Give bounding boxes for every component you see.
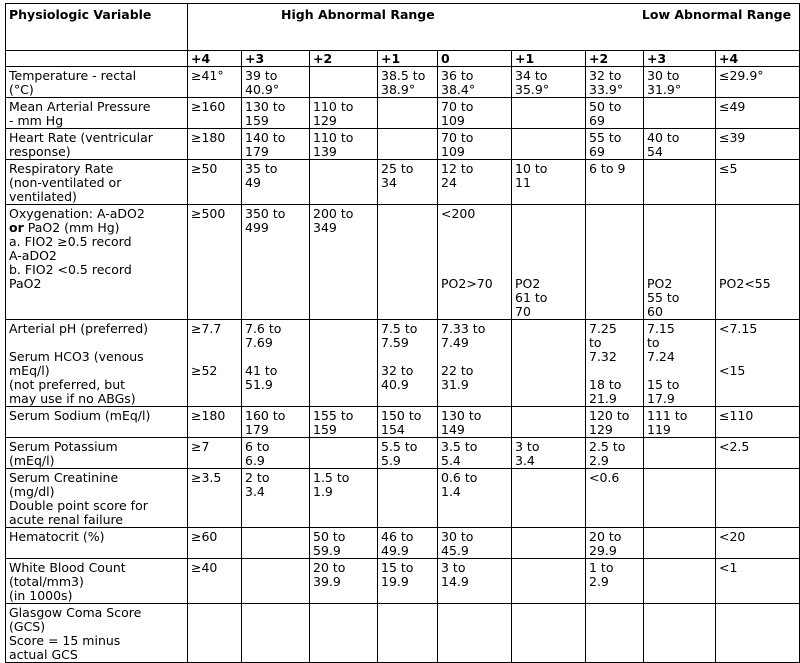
range-cell: ≤29.9° [716,67,800,98]
range-cell [378,129,438,160]
range-cell: PO2 61 to 70 [512,205,586,320]
variable-label: Heart Rate (ventricular response) [6,129,188,160]
range-cell: 7.25 to 7.32 18 to 21.9 [586,320,644,407]
range-cell: <200 PO2>70 [438,205,512,320]
range-cell [310,604,378,663]
physiologic-variable-header: Physiologic Variable [6,4,188,51]
range-cell: 40 to 54 [644,129,716,160]
range-cell [586,604,644,663]
range-cell: 1.5 to 1.9 [310,469,378,528]
range-cell [644,160,716,205]
range-cell: 200 to 349 [310,205,378,320]
range-cell: 36 to 38.4° [438,67,512,98]
score-header: +4 [188,51,242,67]
low-abnormal-range-label: Low Abnormal Range [641,7,792,22]
variable-label [6,205,188,320]
range-cell: ≥41° [188,67,242,98]
range-cell [242,528,310,559]
score-row [6,51,800,67]
range-cell: 70 to 109 [438,98,512,129]
high-abnormal-range-label: High Abnormal Range [281,7,435,22]
table-row [6,407,800,438]
apache-scoring-table [5,3,800,663]
table-row [6,528,800,559]
range-cell: PO2 55 to 60 [644,205,716,320]
range-cell [586,205,644,320]
range-cell: ≥180 [188,129,242,160]
oxygenation-label-notes: a. FIO2 ≥0.5 record A-aDO2 b. FIO2 <0.5 record PaO2 [9,234,132,291]
range-cell: <1 [716,559,800,604]
range-cell [378,469,438,528]
range-cell: 34 to 35.9° [512,67,586,98]
score-header-blank [6,51,188,67]
range-cell [242,604,310,663]
range-cell: ≤5 [716,160,800,205]
range-cell [644,438,716,469]
range-cell: 110 to 129 [310,98,378,129]
range-cell: ≥7 [188,438,242,469]
range-cell [512,469,586,528]
range-cell: 25 to 34 [378,160,438,205]
range-cell: <2.5 [716,438,800,469]
table-row [6,469,800,528]
range-cell: ≥50 [188,160,242,205]
range-cell: 50 to 59.9 [310,528,378,559]
score-header: +1 [512,51,586,67]
variable-label: Serum Creatinine (mg/dl) Double point score for acute renal failure [6,469,188,528]
table-row [6,160,800,205]
range-cell [310,438,378,469]
range-cell: 39 to 40.9° [242,67,310,98]
range-cell [188,604,242,663]
range-cell: ≥3.5 [188,469,242,528]
range-cell [644,559,716,604]
table-row [6,320,800,407]
range-cell: 50 to 69 [586,98,644,129]
range-cell: 2.5 to 2.9 [586,438,644,469]
table-row [6,438,800,469]
range-cell: 55 to 69 [586,129,644,160]
range-cell: 30 to 31.9° [644,67,716,98]
range-cell: ≥160 [188,98,242,129]
range-cell: <20 [716,528,800,559]
range-cell: 111 to 119 [644,407,716,438]
range-cell: 160 to 179 [242,407,310,438]
range-cell: 3 to 3.4 [512,438,586,469]
header-row [6,4,800,51]
variable-label: White Blood Count (total/mm3) (in 1000s) [6,559,188,604]
range-cell [310,160,378,205]
score-header: +3 [644,51,716,67]
range-cell: 38.5 to 38.9° [378,67,438,98]
range-cell: 32 to 33.9° [586,67,644,98]
range-cell: <7.15 <15 [716,320,800,407]
table-row [6,604,800,663]
range-cell: 7.6 to 7.69 41 to 51.9 [242,320,310,407]
range-cell [378,98,438,129]
range-cell [512,407,586,438]
range-cell: ≥40 [188,559,242,604]
range-cell [512,129,586,160]
oxygenation-label-line1: Oxygenation: A-aDO2 [9,206,145,221]
table-row [6,559,800,604]
table-row [6,67,800,98]
variable-label: Arterial pH (preferred) Serum HCO3 (venous mEq/l) (not preferred, but may use if no ABGs) [6,320,188,407]
table-row [6,98,800,129]
score-header: 0 [438,51,512,67]
range-cell: 2 to 3.4 [242,469,310,528]
range-cell [242,559,310,604]
range-cell: ≥500 [188,205,242,320]
range-cell: 6 to 6.9 [242,438,310,469]
range-cell: 1 to 2.9 [586,559,644,604]
range-cell [438,604,512,663]
range-cell: 150 to 154 [378,407,438,438]
table-row [6,205,800,320]
range-cell [512,604,586,663]
range-cell: ≥60 [188,528,242,559]
range-cell [644,528,716,559]
range-cell: <0.6 [586,469,644,528]
range-cell: 350 to 499 [242,205,310,320]
range-cell: 15 to 19.9 [378,559,438,604]
range-cell [644,604,716,663]
variable-label: Serum Sodium (mEq/l) [6,407,188,438]
oxygenation-or-label: or [9,220,24,235]
range-cell: ≥7.7 ≥52 [188,320,242,407]
variable-label: Glasgow Coma Score (GCS) Score = 15 minus actual GCS [6,604,188,663]
range-cell: 140 to 179 [242,129,310,160]
score-header: +3 [242,51,310,67]
variable-label: Respiratory Rate (non-ventilated or ventilated) [6,160,188,205]
range-cell: 7.15 to 7.24 15 to 17.9 [644,320,716,407]
range-cell: 130 to 149 [438,407,512,438]
range-cell [378,205,438,320]
score-header: +1 [378,51,438,67]
range-cell [512,98,586,129]
range-cell: 20 to 29.9 [586,528,644,559]
range-cell: 7.5 to 7.59 32 to 40.9 [378,320,438,407]
range-cell: 35 to 49 [242,160,310,205]
variable-label: Serum Potassium (mEq/l) [6,438,188,469]
range-cell: PO2<55 [716,205,800,320]
score-header: +2 [586,51,644,67]
variable-label: Temperature - rectal (°C) [6,67,188,98]
range-cell: 46 to 49.9 [378,528,438,559]
oxygenation-label-line2: PaO2 (mm Hg) [23,220,120,235]
range-cell [512,320,586,407]
range-cell: 155 to 159 [310,407,378,438]
range-cell: 10 to 11 [512,160,586,205]
range-cell: 12 to 24 [438,160,512,205]
range-cell [310,67,378,98]
range-cell: 120 to 129 [586,407,644,438]
range-cell: 3 to 14.9 [438,559,512,604]
range-cell: 30 to 45.9 [438,528,512,559]
range-cell: 0.6 to 1.4 [438,469,512,528]
range-cell: ≥180 [188,407,242,438]
range-cell: 3.5 to 5.4 [438,438,512,469]
range-cell: 70 to 109 [438,129,512,160]
score-header: +4 [716,51,800,67]
range-cell: 6 to 9 [586,160,644,205]
range-cell: 7.33 to 7.49 22 to 31.9 [438,320,512,407]
range-cell [378,604,438,663]
range-cell: 130 to 159 [242,98,310,129]
abnormal-range-header [188,4,800,51]
range-cell [644,469,716,528]
score-header: +2 [310,51,378,67]
range-cell: ≤39 [716,129,800,160]
range-cell: 20 to 39.9 [310,559,378,604]
range-cell: ≤110 [716,407,800,438]
range-cell [310,320,378,407]
range-cell [716,469,800,528]
range-cell [512,528,586,559]
variable-label: Mean Arterial Pressure - mm Hg [6,98,188,129]
range-cell [716,604,800,663]
range-cell [644,98,716,129]
table-row [6,129,800,160]
variable-label: Hematocrit (%) [6,528,188,559]
range-cell: 110 to 139 [310,129,378,160]
range-cell: ≤49 [716,98,800,129]
range-cell: 5.5 to 5.9 [378,438,438,469]
range-cell [512,559,586,604]
